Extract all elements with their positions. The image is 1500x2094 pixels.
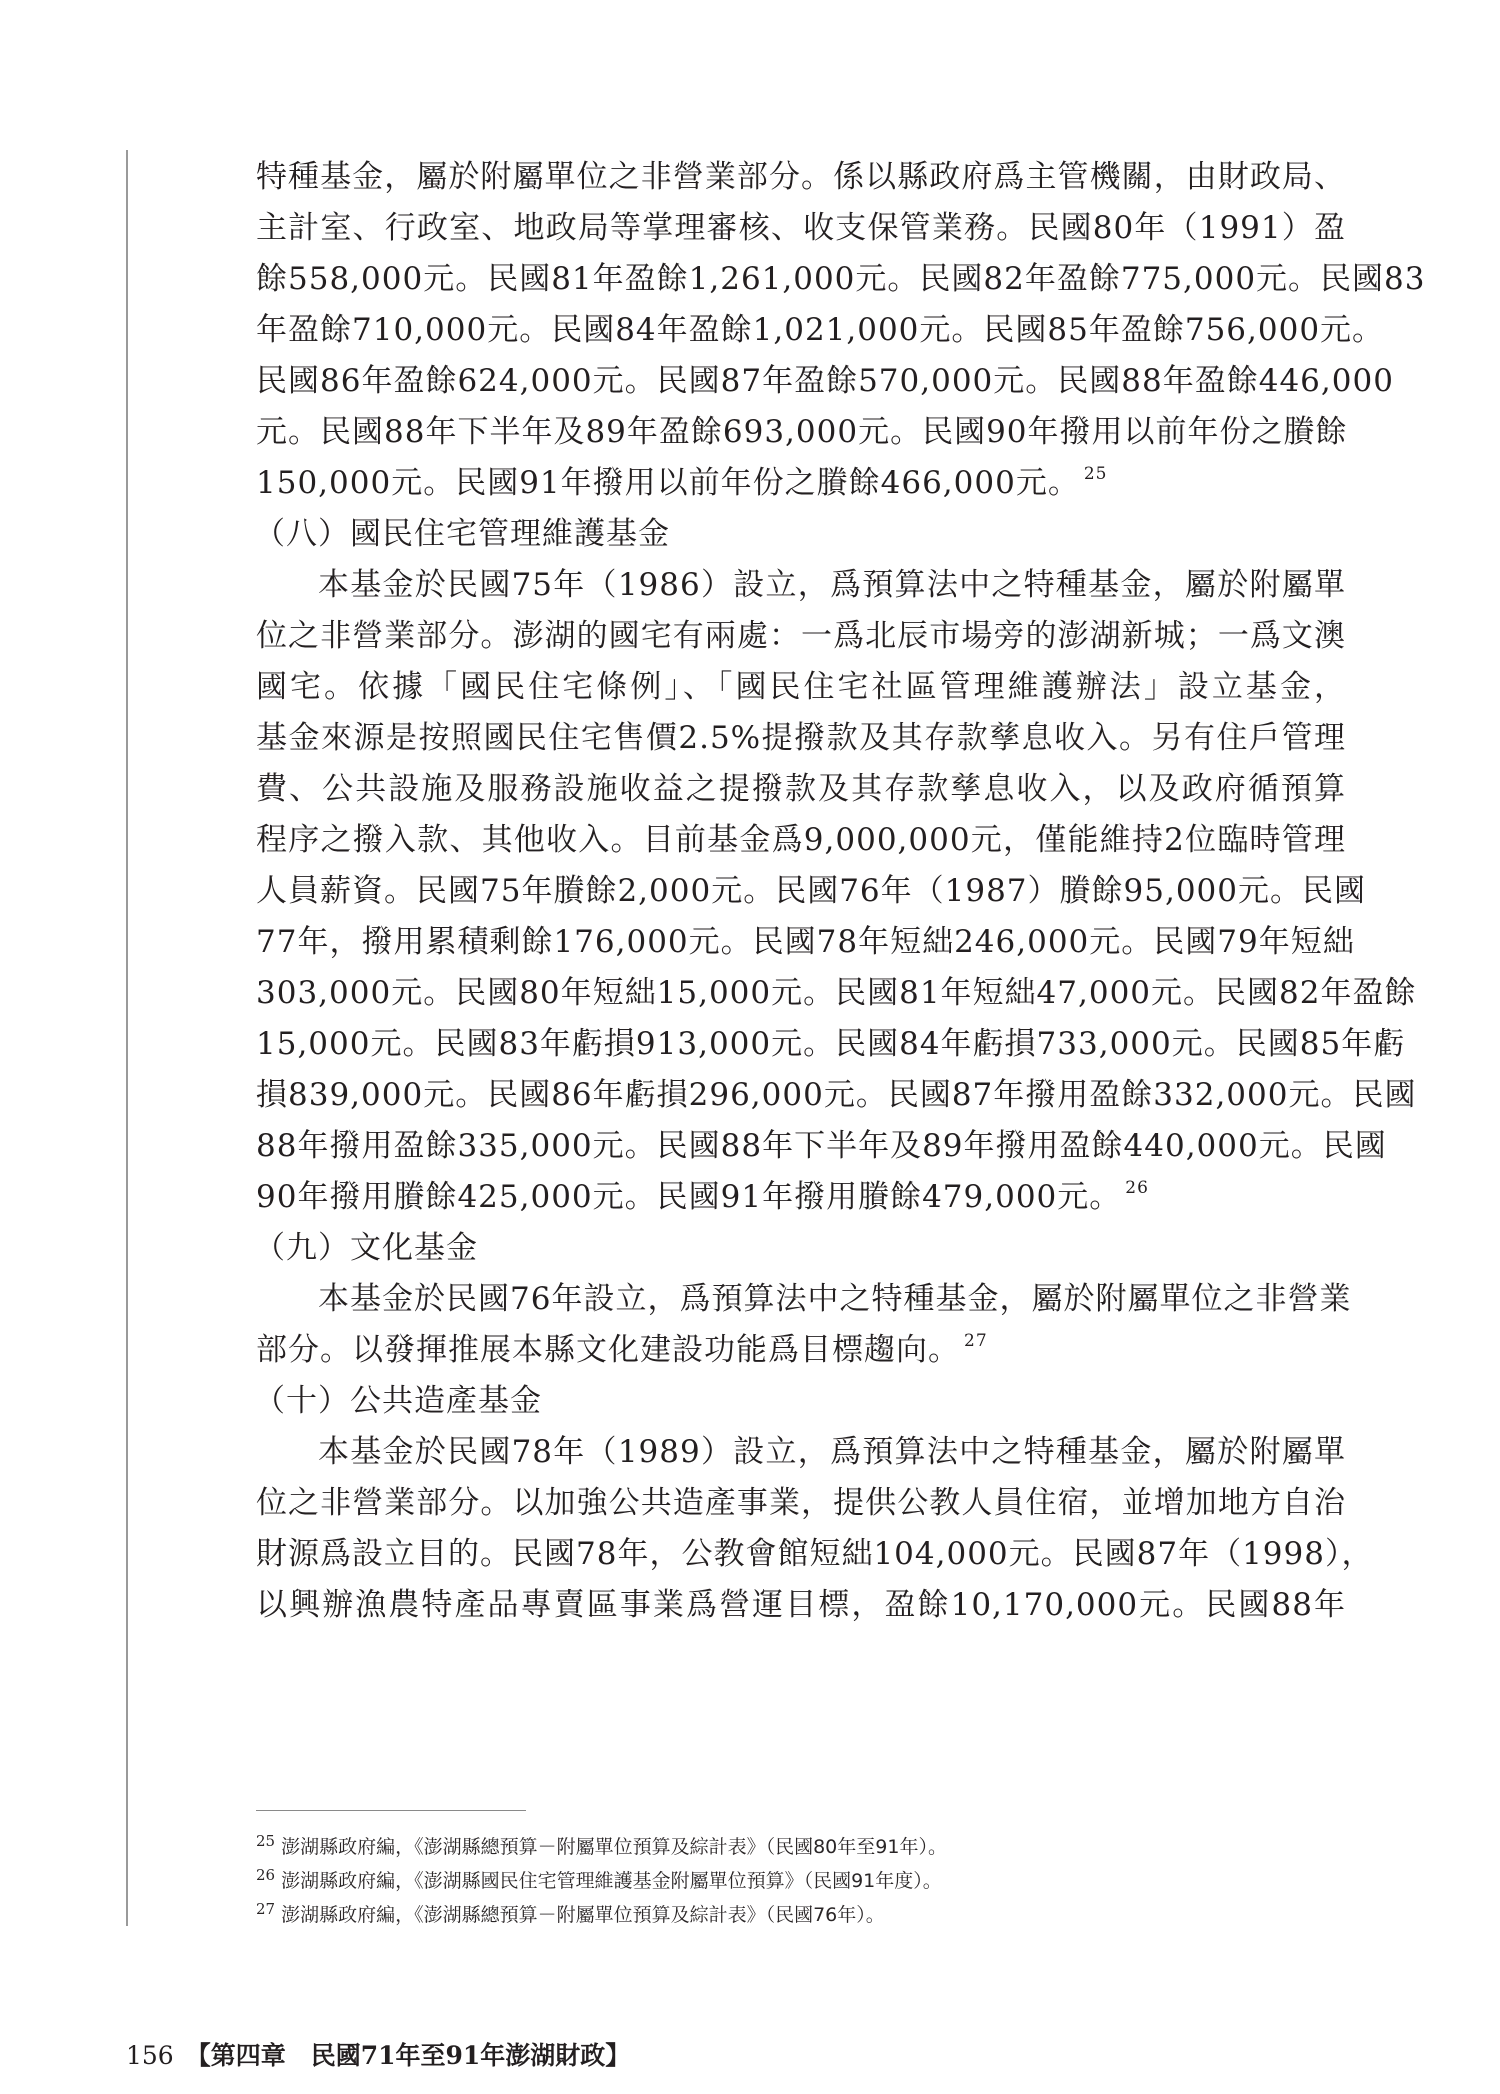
text-line: 元。民國88年下半年及89年盈餘693,000元。民國90年撥用以前年份之賸餘: [256, 414, 1348, 450]
section-heading: （十）公共造產基金: [254, 1383, 542, 1419]
footnote: [256, 1892, 1346, 1926]
text-line-last: [256, 1172, 1346, 1223]
text-line: 303,000元。民國80年短絀15,000元。民國81年短絀47,000元。民國82年盈餘: [256, 975, 1417, 1011]
text-line: 本基金於民國76年設立，爲預算法中之特種基金，屬於附屬單位之非營業: [318, 1281, 1352, 1317]
footnote-number: 26: [256, 1866, 276, 1884]
footnote-number: 25: [256, 1832, 276, 1850]
footnote: [256, 1858, 1346, 1892]
text-line: 本基金於民國78年（1989）設立，爲預算法中之特種基金，屬於附屬單: [318, 1434, 1346, 1470]
footnote-divider: [256, 1810, 526, 1811]
text-line: 本基金於民國75年（1986）設立，爲預算法中之特種基金，屬於附屬單: [318, 567, 1346, 603]
section-heading: （八）國民住宅管理維護基金: [254, 516, 670, 552]
footnote-text: 澎湖縣政府編，《澎湖縣總預算－附屬單位預算及綜計表》（民國76年）。: [281, 1904, 885, 1926]
footnotes: [256, 1824, 1346, 1926]
section-heading: （九）文化基金: [254, 1230, 478, 1266]
text-line: 15,000元。民國83年虧損913,000元。民國84年虧損733,000元。民國85年虧: [256, 1026, 1406, 1062]
chapter-title: 【第四章 民國71年至91年澎湖財政】: [185, 2041, 631, 2070]
running-footer: [126, 2038, 630, 2074]
text-line: 位之非營業部分。澎湖的國宅有兩處：一爲北辰市場旁的澎湖新城；一爲文澳: [256, 618, 1346, 654]
text-line: 基金來源是按照國民住宅售價2.5%提撥款及其存款孳息收入。另有住戶管理: [256, 720, 1346, 756]
text-line: 財源爲設立目的。民國78年，公教會館短絀104,000元。民國87年（1998），: [256, 1536, 1374, 1572]
text-line: 費、公共設施及服務設施收益之提撥款及其存款孳息收入，以及政府循預算: [256, 771, 1346, 807]
text-line: 位之非營業部分。以加強公共造產事業，提供公教人員住宿，並增加地方自治: [256, 1485, 1346, 1521]
footnote-ref: 25: [1083, 464, 1108, 484]
footnote-ref: 27: [964, 1331, 988, 1351]
margin-rule: [126, 150, 128, 1926]
text-line-content: 部分。以發揮推展本縣文化建設功能爲目標趨向。: [256, 1332, 960, 1368]
footnote-ref: 26: [1125, 1178, 1149, 1198]
footnote-text: 澎湖縣政府編，《澎湖縣國民住宅管理維護基金附屬單位預算》（民國91年度）。: [281, 1870, 942, 1892]
text-line: 主計室、行政室、地政局等掌理審核、收支保管業務。民國80年（1991）盈: [256, 210, 1346, 246]
text-line: 餘558,000元。民國81年盈餘1,261,000元。民國82年盈餘775,000元。民國83: [256, 261, 1426, 297]
text-line: 特種基金，屬於附屬單位之非營業部分。係以縣政府爲主管機關，由財政局、: [256, 159, 1346, 195]
text-line-content: 90年撥用賸餘425,000元。民國91年撥用賸餘479,000元。: [256, 1179, 1122, 1215]
footnote: [256, 1824, 1346, 1858]
text-line: 損839,000元。民國86年虧損296,000元。民國87年撥用盈餘332,000元。民國: [256, 1077, 1417, 1113]
text-line-content: 150,000元。民國91年撥用以前年份之賸餘466,000元。: [256, 465, 1080, 501]
text-line: 以興辦漁農特產品專賣區事業爲營運目標，盈餘10,170,000元。民國88年: [256, 1587, 1346, 1623]
text-line: 88年撥用盈餘335,000元。民國88年下半年及89年撥用盈餘440,000元。民國: [256, 1128, 1387, 1164]
text-line-last: [256, 458, 1346, 509]
text-line: 年盈餘710,000元。民國84年盈餘1,021,000元。民國85年盈餘756,000元。: [256, 312, 1385, 348]
text-line: 國宅。依據「國民住宅條例」、「國民住宅社區管理維護辦法」設立基金，: [256, 669, 1346, 705]
text-line: 民國86年盈餘624,000元。民國87年盈餘570,000元。民國88年盈餘446,000: [256, 363, 1394, 399]
page-number: 156: [126, 2041, 174, 2070]
text-line: 人員薪資。民國75年賸餘2,000元。民國76年（1987）賸餘95,000元。民國: [256, 873, 1366, 909]
footnote-number: 27: [256, 1900, 276, 1918]
text-line: 77年，撥用累積剩餘176,000元。民國78年短絀246,000元。民國79年短絀: [256, 924, 1355, 960]
text-line: 程序之撥入款、其他收入。目前基金爲9,000,000元，僅能維持2位臨時管理: [256, 822, 1346, 858]
body-text: [254, 152, 1426, 1631]
footnote-text: 澎湖縣政府編，《澎湖縣總預算－附屬單位預算及綜計表》（民國80年至91年）。: [281, 1836, 947, 1858]
text-line-last: [256, 1325, 1346, 1376]
